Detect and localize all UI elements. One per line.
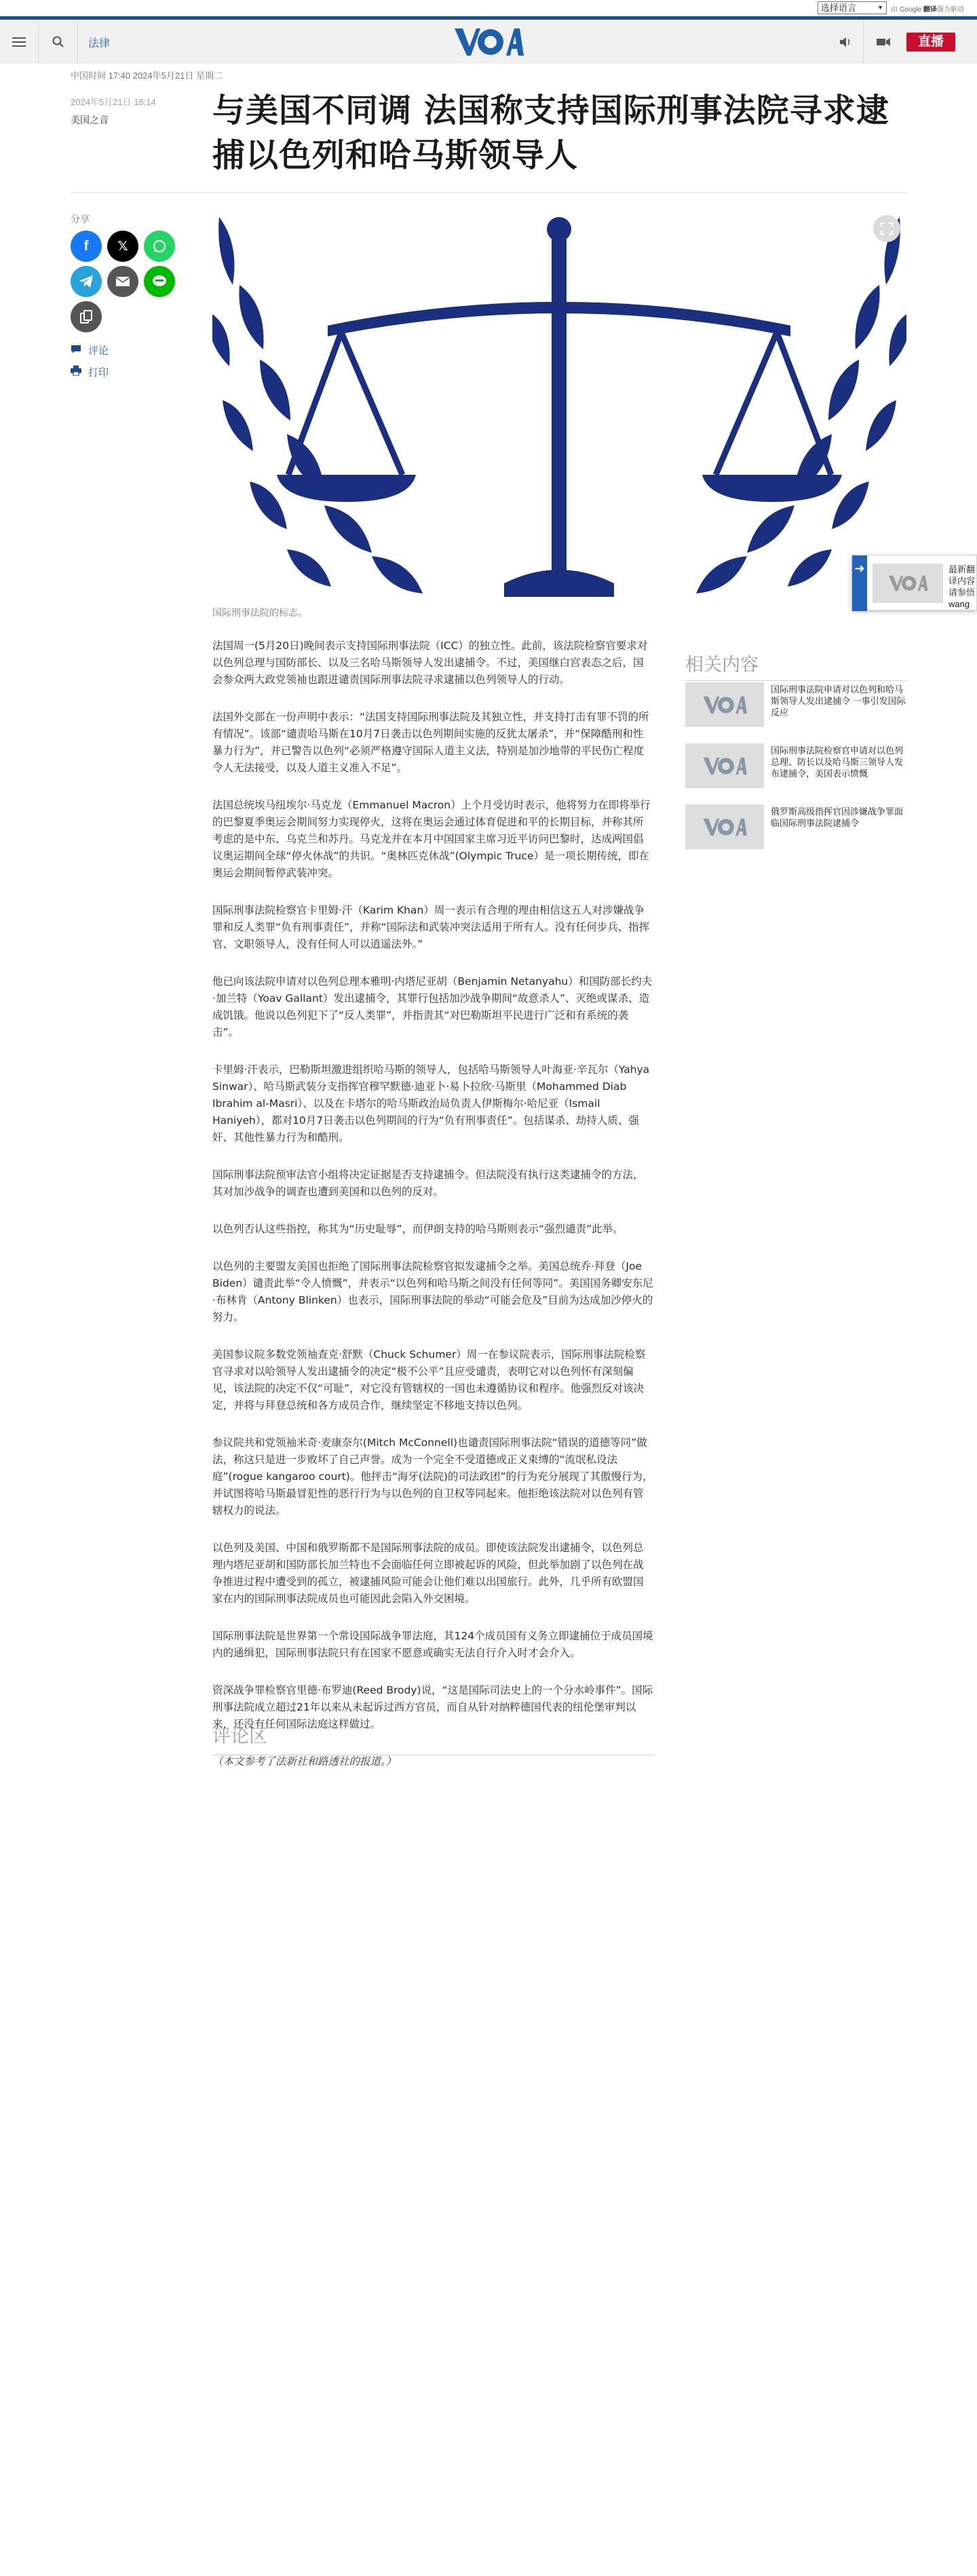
nav-divider: [863, 20, 864, 64]
related-thumbnail: [685, 743, 764, 788]
promo-thumbnail: [873, 564, 943, 603]
article-paragraph: 国际刑事法院是世界第一个常设国际战争罪法庭，其124个成员国有义务立即逮捕位于成员国境内的通缉犯，国际刑事法院只有在国家不愿意或确实无法自行介入时才会介入。: [212, 1630, 653, 1659]
x-icon: 𝕏: [117, 239, 128, 254]
top-navbar: [0, 16, 977, 64]
facebook-icon: f: [83, 238, 89, 254]
search-icon[interactable]: [39, 20, 77, 64]
related-item-title[interactable]: 俄罗斯高级指挥官因涉嫌战争罪面临国际刑事法院逮捕令: [771, 806, 904, 828]
promo-text: 最新翻译内容请参悟wang: [949, 564, 976, 609]
powered-brand[interactable]: 翻译: [923, 6, 937, 14]
live-button[interactable]: 直播: [906, 33, 955, 52]
video-icon[interactable]: [864, 20, 902, 64]
facebook-share-button[interactable]: [71, 231, 102, 262]
related-thumbnail: [685, 682, 764, 727]
article-paragraph: 以色列及美国、中国和俄罗斯都不是国际刑事法院的成员。即使该法院发出逮捕令，以色列总理内塔尼亚胡和国防部长加兰特也不会面临任何立即被起诉的风险，但此举加剧了以色列在战争推进过程中遭受到的孤立，被逮捕风险可能会让他们难以出国旅行。此外，几乎所有欧盟国家在内的国际刑事法院成员也可能因此会陷入外交困境。: [212, 1542, 644, 1605]
hero-image: [212, 203, 906, 597]
image-caption: 国际刑事法院的标志。: [212, 607, 307, 618]
telegram-icon: [79, 275, 94, 288]
related-item[interactable]: [685, 682, 906, 737]
menu-icon[interactable]: [0, 20, 38, 64]
powered-suffix: 强力驱动: [936, 6, 964, 14]
article-paragraph: 法国周一(5月20日)晚间表示支持国际刑事法院（ICC）的独立性。此前，该法院检察官要求对以色列总理与国防部长、以及三名哈马斯领导人发出逮捕令。不过，美国继白宫表态之后，国会参众两大政党领袖也跟进谴责国际刑事法院寻求逮捕以色列领导人的行动。: [212, 640, 648, 686]
mail-icon: [116, 277, 130, 286]
print-link-label: 打印: [88, 367, 109, 378]
voa-logo-placeholder-icon: [887, 574, 928, 592]
source-note: （本文参考了法新社和路透社的报道。）: [212, 1755, 397, 1768]
voa-logo[interactable]: [453, 26, 524, 58]
telegram-share-button[interactable]: [71, 266, 102, 297]
article-paragraph: 美国参议院多数党领袖查克·舒默（Chuck Schumer）周一在参议院表示，国际刑事法院检察官寻求对以哈领导人发出逮捕令的决定“极不公平”且应受谴责，表明它对以色列怀有深刻偏见，该法院的决定不仅“可耻”，对它没有管辖权的一国也未遵循协议和程序。他强烈反对该决定，并将与拜登总统和各方成员合作，继续坚定不移地支持以色列。: [212, 1348, 646, 1411]
line-share-button[interactable]: [144, 266, 175, 297]
article-paragraph: 国际刑事法院预审法官小组将决定证据是否支持逮捕令。但法院没有执行这类逮捕令的方法，其对加沙战争的调查也遭到美国和以色列的反对。: [212, 1169, 644, 1198]
chevron-down-icon: ▼: [877, 4, 883, 11]
comments-link-label: 评论: [88, 345, 109, 357]
x-share-button[interactable]: [107, 231, 138, 262]
copy-link-button[interactable]: [71, 301, 102, 332]
icc-emblem-illustration: [212, 203, 906, 597]
translate-bar: [0, 0, 977, 16]
voa-logo-placeholder-icon: [702, 695, 747, 715]
email-share-button[interactable]: [107, 266, 138, 297]
related-title: 相关内容: [685, 650, 906, 681]
expand-icon: [881, 222, 893, 235]
floating-promo-widget[interactable]: [851, 555, 977, 610]
article-paragraph: 卡里姆·汗表示，巴勒斯坦激进组织哈马斯的领导人，包括哈马斯领导人叶海亚·辛瓦尔（Yahya Sinwar）、哈马斯武装分支指挥官穆罕默德·迪亚卜·易卜拉欣·马斯里（Mohammed Diab Ibrahim al-Masri）、以及在卡塔尔的哈马斯政治局负责人伊斯梅尔·哈尼亚（Ismail Haniyeh），都对10月7日袭击以色列期间的行为“负有刑事责任”。包括谋杀、劫持人质、强奸、其他性暴力行为和酷刑。: [212, 1063, 650, 1144]
publish-date: 2024年5月21日 18:14: [71, 97, 156, 107]
language-select[interactable]: [818, 1, 887, 14]
article-body: [212, 638, 653, 1791]
print-icon: [71, 366, 83, 378]
comment-icon: [71, 345, 83, 357]
language-select-value: 选择语言: [821, 3, 857, 13]
article-paragraph: 以色列否认这些指控，称其为“历史耻辱”，而伊朗支持的哈马斯则表示“强烈谴责”此举。: [212, 1223, 624, 1235]
article-paragraph: 资深战争罪检察官里德·布罗迪(Reed Brody)说，“这是国际司法史上的一个分水岭事件”。国际刑事法院成立超过21年以来从未起诉过西方官员，而自从针对纳粹德国代表的纽伦堡审判以来，还没有任何国际法庭这样做过。: [212, 1684, 653, 1730]
related-item[interactable]: [685, 743, 906, 798]
nav-divider: [38, 20, 39, 64]
divider: [71, 192, 906, 193]
comments-section-title: 评论区: [212, 1721, 653, 1755]
timeline-timestamp: 中国时间 17:40 2024年5月21日 星期二: [71, 71, 223, 81]
voa-logo-placeholder-icon: [702, 756, 747, 776]
article-paragraph: 法国总统埃马纽埃尔·马克龙（Emmanuel Macron）上个月受访时表示，他将努力在即将举行的巴黎夏季奥运会期间努力实现停火，这将在奥运会通过体育促进和平的长期目标，并称其所考虑的是中东、乌克兰和苏丹。马克龙并在本月中国国家主席习近平访问巴黎时，达成两国倡议奥运期间全球“停火休战”的共识。“奥林匹克休战”(Olympic Truce）是一项长期传统，即在奥运会期间暂停武装冲突。: [212, 799, 651, 879]
nav-divider: [77, 20, 78, 64]
related-item-title[interactable]: 国际刑事法院申请对以色列和哈马斯领导人发出逮捕令 一事引发国际反应: [771, 684, 906, 718]
comments-link[interactable]: [71, 343, 109, 357]
byline: 美国之音: [71, 115, 109, 125]
share-label: 分享: [71, 214, 90, 225]
whatsapp-icon: [151, 238, 168, 254]
arrow-right-icon[interactable]: ➔: [852, 555, 867, 611]
related-item[interactable]: [685, 804, 906, 859]
article-paragraph: 国际刑事法院检察官卡里姆·汗（Karim Khan）周一表示有合理的理由相信这五人对涉嫌战争罪和反人类罪“负有刑事责任”，并称“国际法和武装冲突法适用于所有人。没有任何步兵、指挥官、文职领导人，没有任何人可以逍遥法外。”: [212, 904, 650, 950]
copy-icon: [80, 310, 92, 324]
article-paragraph: 参议院共和党领袖米奇·麦康奈尔(Mitch McConnell)也谴责国际刑事法院“错误的道德等同”做法，称这只是进一步败坏了自己声誉。成为一个完全不受道德或正义束缚的“流氓私设法庭”(rogue kangaroo court)。他抨击“海牙(法院)的司法政团”的行为充分展现了其傲慢行为，并试图将哈马斯最冒犯性的恶行行为与以色列的自卫权等同起来。他拒绝该法院对以色列有管辖权力的说法。: [212, 1437, 653, 1517]
audio-icon[interactable]: [826, 20, 864, 64]
related-thumbnail: [685, 804, 764, 849]
powered-by-google: [891, 3, 964, 14]
article-paragraph: 他已向该法院申请对以色列总理本雅明·内塔尼亚胡（Benjamin Netanyahu）和国防部长约夫·加兰特（Yoav Gallant）发出逮捕令，其罪行包括加沙战争期间“故意杀人”、灭绝或谋杀、造成饥饿。他说以色列犯下了“反人类罪”，并指责其“对巴勒斯坦平民进行广泛和有系统的袭击”。: [212, 975, 653, 1038]
related-item-title[interactable]: 国际刑事法院检察官申请对以色列总理、防长以及哈马斯三领导人发布逮捕令，美国表示愤慨: [771, 745, 904, 779]
print-link[interactable]: [71, 365, 109, 379]
section-link[interactable]: 法律: [88, 38, 111, 50]
fullscreen-button[interactable]: [873, 215, 900, 242]
article-paragraph: 法国外交部在一份声明中表示：“法国支持国际刑事法院及其独立性，并支持打击有罪不罚的所有情况”。该部“谴责哈马斯在10月7日袭击以色列期间实施的反犹太屠杀”，并“保障酷刑和性暴力行为”，并已警告以色列“必须严格遵守国际人道主义法，特别是加沙地带的平民伤亡程度令人无法接受，以及人道主义准入不足”。: [212, 711, 649, 774]
line-icon: [151, 274, 168, 289]
whatsapp-share-button[interactable]: [144, 231, 175, 262]
page-title: 与美国不同调 法国称支持国际刑事法院寻求逮捕以色列和哈马斯领导人: [212, 92, 889, 174]
powered-prefix: 由 Google: [891, 6, 922, 14]
voa-logo-placeholder-icon: [702, 817, 747, 837]
article-paragraph: 以色列的主要盟友美国也拒绝了国际刑事法院检察官拟发逮捕令之举。美国总统乔·拜登（Joe Biden）谴责此举“令人愤慨”，并表示“以色列和哈马斯之间没有任何等同”。美国国务卿安东尼·布林肯（Antony Blinken）也表示，国际刑事法院的举动“可能会危及”目前为达成加沙停火的努力。: [212, 1260, 653, 1323]
